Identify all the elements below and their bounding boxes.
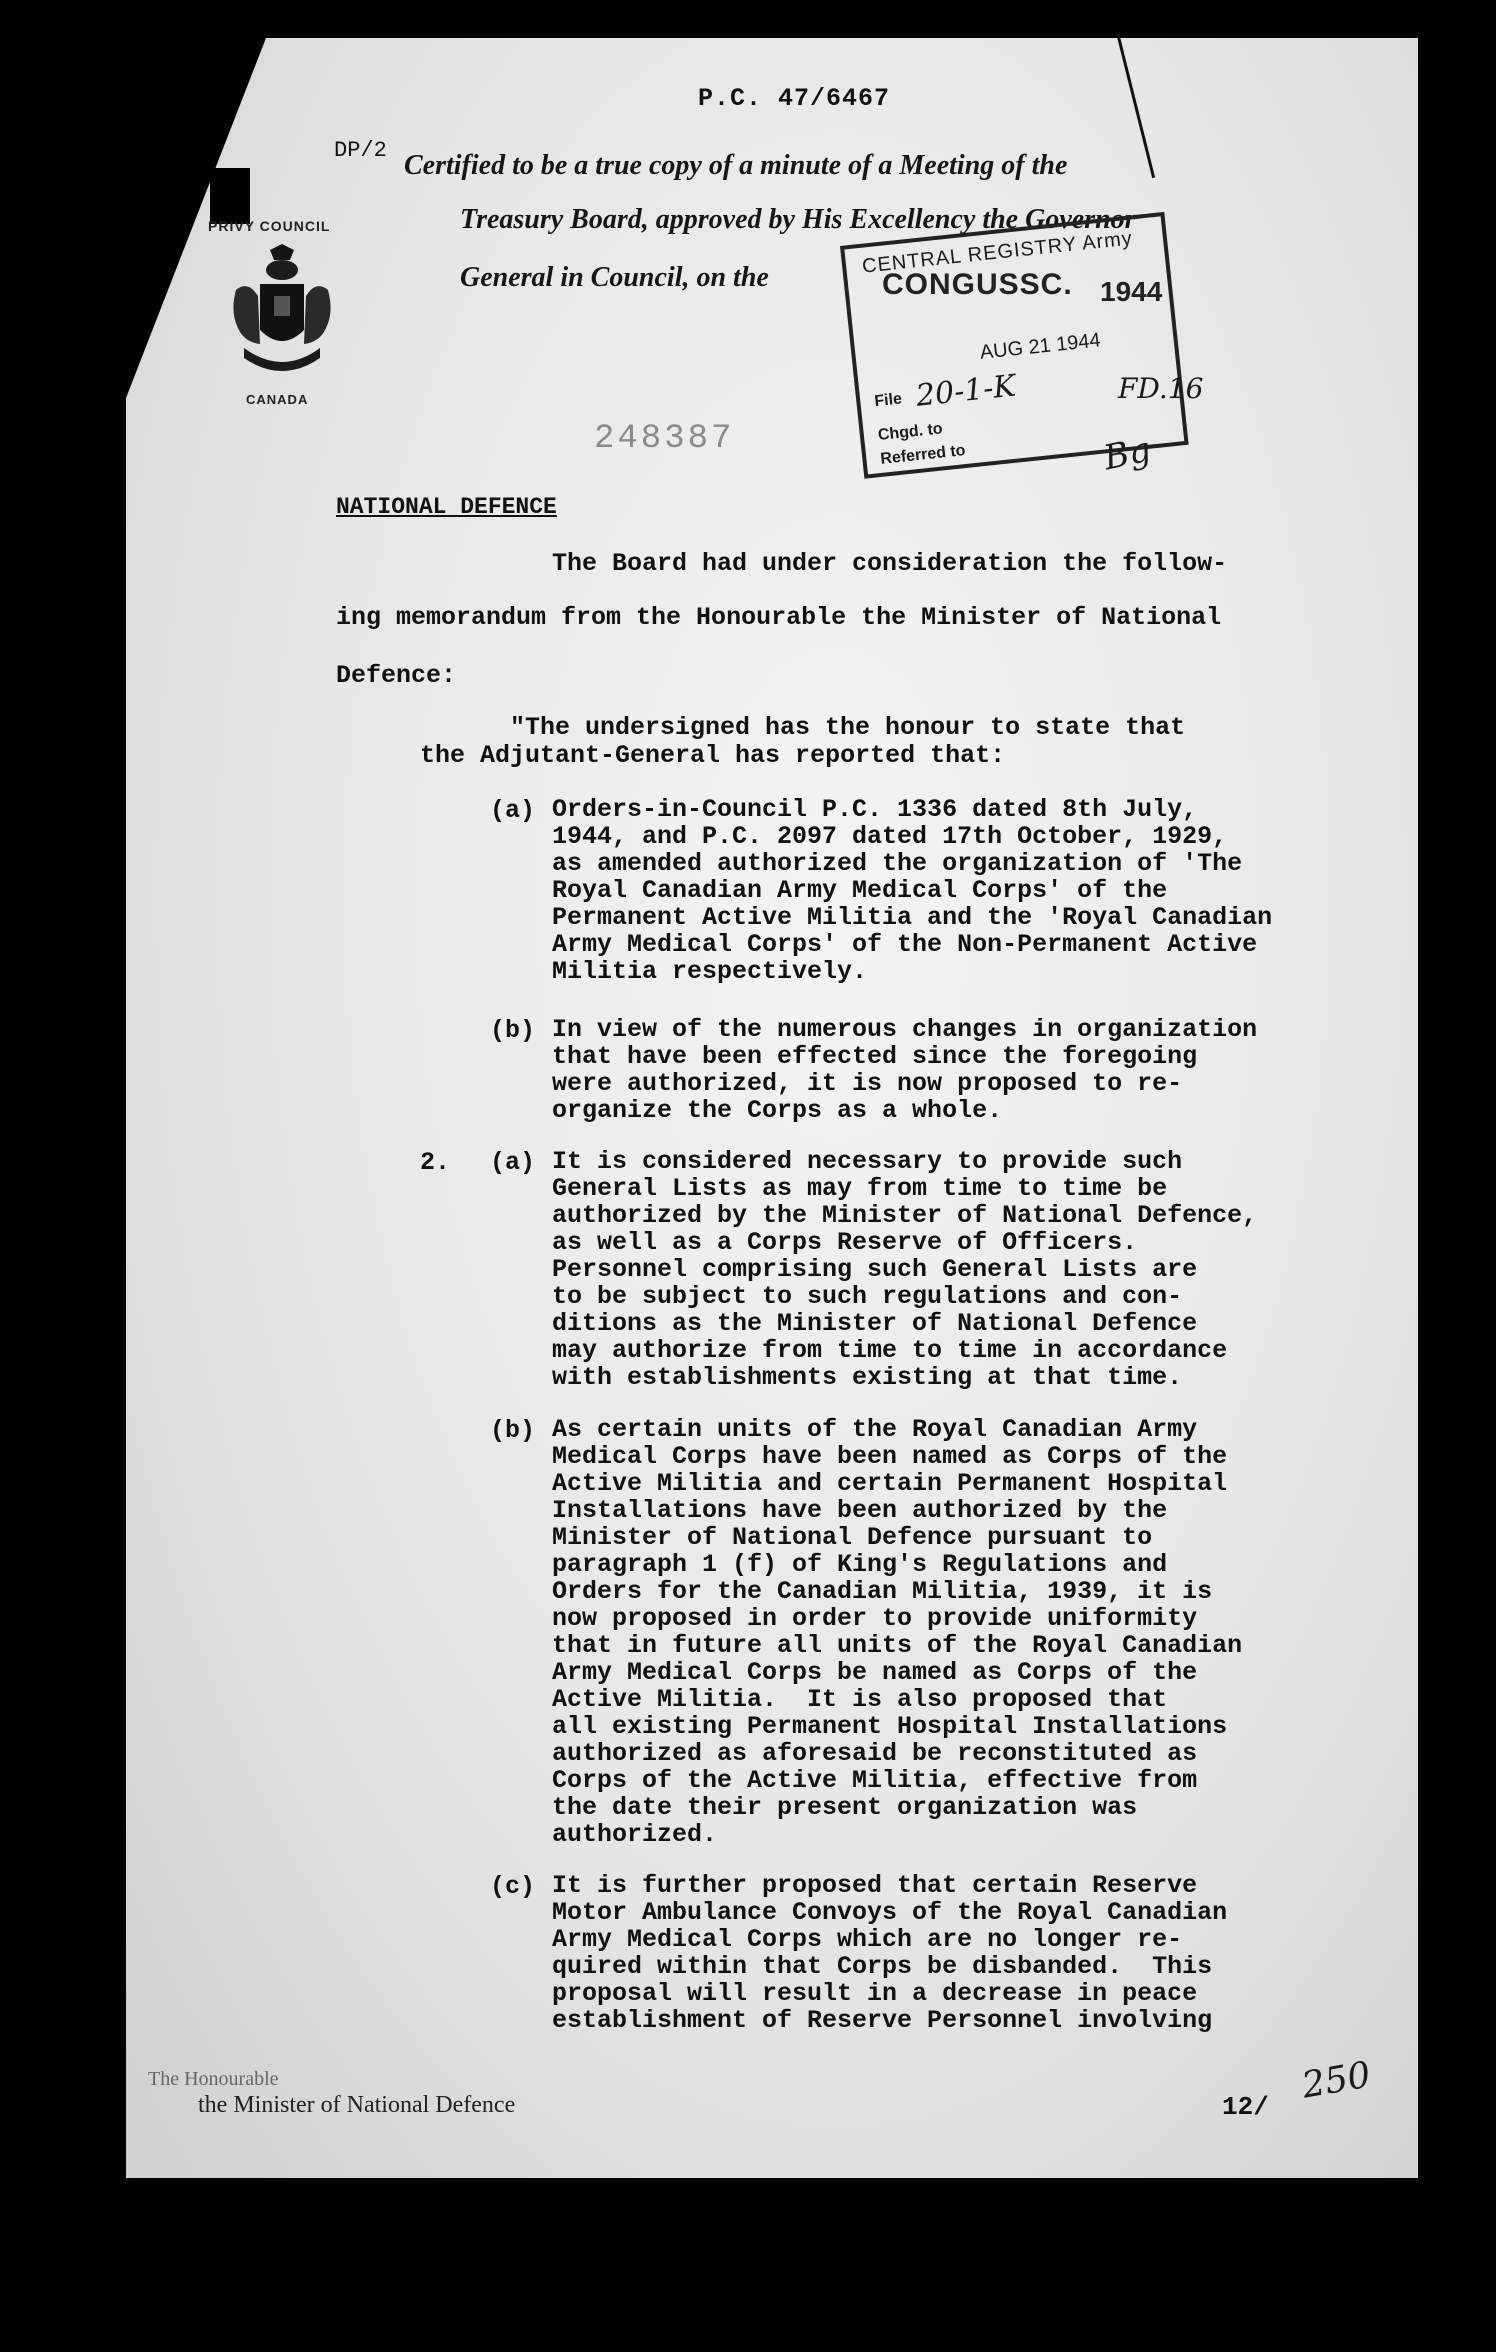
footer-addressee-line-2: the Minister of National Defence (198, 2092, 516, 2118)
intro-line-3: Defence: (336, 661, 457, 690)
stamp-received-date: AUG 21 1944 (978, 329, 1102, 364)
item-2b-text: As certain units of the Royal Canadian Army Medical Corps have been named as Corps of the Active Militia and certain Permanent Hospital Installations have been authorized by the Minister of National Defence pursuant to paragraph 1 (f) of King's Regulations and Orders for the Canadian Militia, 1939, it is now proposed in order to provide uniformity that in future all units of the Royal Canadian Army Medical Corps be named as Corps of the Active Militia. It is also proposed that all existing Permanent Hospital Installations authorized as aforesaid be reconstituted as Corps of the Active Militia, effective from the date their present organization was authorized. (552, 1415, 1243, 1849)
intro-line-1: The Board had under consideration the follow- (552, 549, 1228, 578)
stamp-registry: CENTRAL REGISTRY Army (861, 227, 1134, 278)
serial-number: 248387 (594, 420, 735, 458)
paragraph-2-number: 2. (420, 1148, 451, 1177)
coat-of-arms-icon (230, 244, 334, 384)
item-1b-text: In view of the numerous changes in organization that have been effected since the foregoing were authorized, it is now proposed to re- organize the Corps as a whole. (552, 1015, 1258, 1125)
item-2c-text: It is further proposed that certain Reserve Motor Ambulance Convoys of the Royal Canadian Army Medical Corps which are no longer re- quired within that Corps be disbanded. This proposal will result in a decrease in peace establishment of Reserve Personnel involving (552, 1871, 1228, 2035)
dp-reference: DP/2 (334, 138, 387, 163)
stamp-file-label: File (873, 390, 903, 411)
page-marker: 12/ (1222, 2092, 1269, 2122)
stamp-chgd-label: Chgd. to (877, 420, 944, 445)
canada-label: CANADA (246, 392, 309, 407)
item-2c-label: (c) (490, 1872, 536, 1901)
black-tab-mark (210, 168, 250, 224)
pc-number: P.C. 47/6467 (698, 84, 891, 113)
certificate-line-3: General in Council, on the (460, 262, 769, 293)
stamp-overprint: CONGUSSC. (882, 268, 1073, 301)
certificate-line-1: Certified to be a true copy of a minute of a Meeting of the (404, 150, 1068, 181)
quote-line-1: "The undersigned has the honour to state that (510, 713, 1186, 742)
item-1a-text: Orders-in-Council P.C. 1336 dated 8th July, 1944, and P.C. 2097 dated 17th October, 1929, as amended authorized the organization of 'The Royal Canadian Army Medical Corps' of the Permanent Active Militia and the 'Royal Canadian Army Medical Corps' of the Non-Permanent Active Militia respectively. (552, 795, 1273, 986)
quote-line-2: the Adjutant-General has reported that: (420, 741, 1006, 770)
section-heading: NATIONAL DEFENCE (336, 494, 557, 520)
item-2a-text: It is considered necessary to provide such General Lists as may from time to time be authorized by the Minister of National Defence, as well as a Corps Reserve of Officers. Personnel comprising such General Lists are to be subject to such regulations and con- ditions as the Minister of National Defence may authorize from time to time in accordance with establishments existing at that time. (552, 1147, 1258, 1392)
item-1a-label: (a) (490, 796, 536, 825)
stamp-initials: Bg (1100, 429, 1155, 479)
handwritten-page-number: 250 (1298, 2054, 1374, 2107)
footer-addressee-line-1: The Honourable (148, 2068, 279, 2090)
stamp-referred-label: Referred to (879, 442, 967, 468)
stamp-file-number: 20-1-K (914, 368, 1018, 414)
certificate-line-2: Treasury Board, approved by His Excellency the Governor (460, 204, 1136, 235)
item-1b-label: (b) (490, 1016, 536, 1045)
privy-council-label: PRIVY COUNCIL (208, 218, 331, 234)
stamp-year: 1944 (1100, 276, 1163, 307)
intro-line-2: ing memorandum from the Honourable the Minister of National (336, 603, 1222, 632)
item-2b-label: (b) (490, 1416, 536, 1445)
stamp-file-suffix: FD.16 (1118, 372, 1204, 405)
item-2a-label: (a) (490, 1148, 536, 1177)
